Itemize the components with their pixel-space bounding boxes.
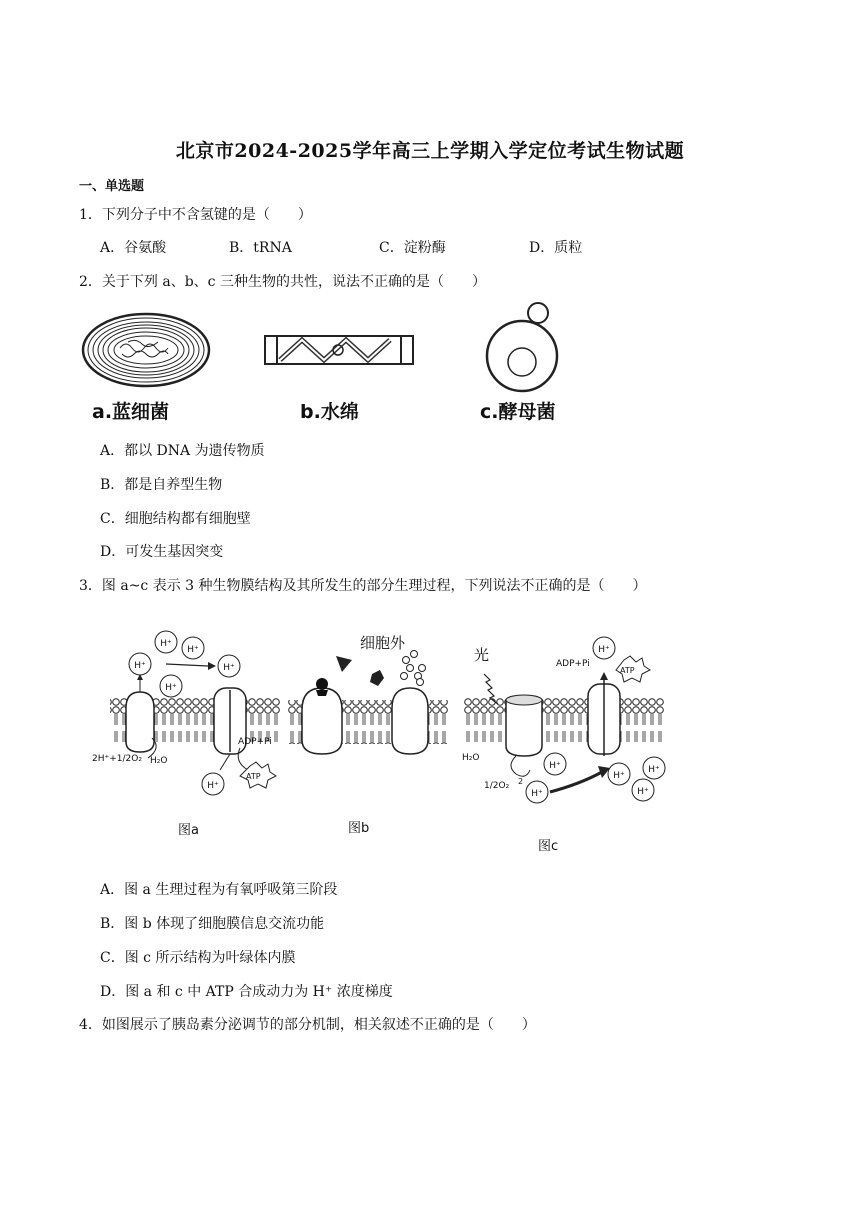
caption-cyanobacterium: a.蓝细菌 [92,401,170,423]
hplus-label: H⁺ [598,645,610,655]
q1-option-c: C．淀粉酶 [379,240,446,256]
oxygen-label-c: 1/2O₂ [484,781,510,791]
spirogyra-drawing [265,336,413,364]
atp-label-a: ATP [246,772,261,781]
hplus-label: H⁺ [160,639,172,649]
figure-a-label: 图a [178,823,199,838]
q2-option-a: A．都以 DNA 为遗传物质 [100,443,265,459]
figure-c-label: 图c [538,839,559,854]
question-4-stem: 4．如图展示了胰岛素分泌调节的部分机制，相关叙述不正确的是（ ） [79,1017,536,1033]
water-label-c: H₂O [462,753,480,763]
figure-a [92,631,280,838]
organisms-figure [80,298,600,428]
q1-option-b: B．tRNA [229,240,292,256]
hplus-label: H⁺ [165,683,177,693]
hplus-label: H⁺ [531,789,543,799]
q1-option-a: A．谷氨酸 [100,240,167,256]
question-3-stem: 3．图 a~c 表示 3 种生物膜结构及其所发生的部分生理过程，下列说法不正确的是（ ） [79,578,647,594]
q2-option-c: C．细胞结构都有细胞壁 [100,511,251,527]
caption-yeast: c.酵母菌 [480,401,556,423]
hplus-label: H⁺ [613,771,625,781]
yeast-drawing [487,303,557,391]
q3-option-a: A．图 a 生理过程为有氧呼吸第三阶段 [100,882,338,898]
q3-option-d: D．图 a 和 c 中 ATP 合成动力为 H⁺ 浓度梯度 [100,984,393,1000]
figure-b-label: 图b [348,821,370,836]
q2-option-b: B．都是自养型生物 [100,477,223,493]
subscript-two: 2 [518,777,524,786]
question-1-stem: 1．下列分子中不含氢键的是（ ） [79,207,312,223]
hplus-label: H⁺ [637,787,649,797]
membrane-figure [80,618,680,858]
hplus-label: H⁺ [648,765,660,775]
page-title: 北京市2024-2025学年高三上学期入学定位考试生物试题 [175,140,685,162]
cyanobacterium-drawing [83,314,209,386]
q2-option-d: D．可发生基因突变 [100,544,224,560]
question-2-stem: 2．关于下列 a、b、c 三种生物的共性，说法不正确的是（ ） [79,274,486,290]
reaction-label-a: 2H⁺+1/2O₂ [92,754,142,764]
q3-option-c: C．图 c 所示结构为叶绿体内膜 [100,950,296,966]
water-label-a: H₂O [150,756,168,766]
q1-option-d: D．质粒 [529,240,583,256]
hplus-label: H⁺ [187,645,199,655]
light-label: 光 [474,646,490,664]
figure-c [462,637,665,854]
atp-label-c: ATP [620,666,635,675]
caption-spirogyra: b.水绵 [300,401,359,423]
figure-b [288,634,448,836]
adp-label-a: ADP+Pi [238,737,272,747]
hplus-label: H⁺ [134,661,146,671]
adp-label-c: ADP+Pi [556,659,590,669]
hplus-label: H⁺ [549,761,561,771]
hplus-label: H⁺ [223,663,235,673]
section-heading: 一、单选题 [79,179,145,194]
hplus-label: H⁺ [207,781,219,791]
outside-cell-label: 细胞外 [360,634,406,652]
q3-option-b: B．图 b 体现了细胞膜信息交流功能 [100,916,325,932]
